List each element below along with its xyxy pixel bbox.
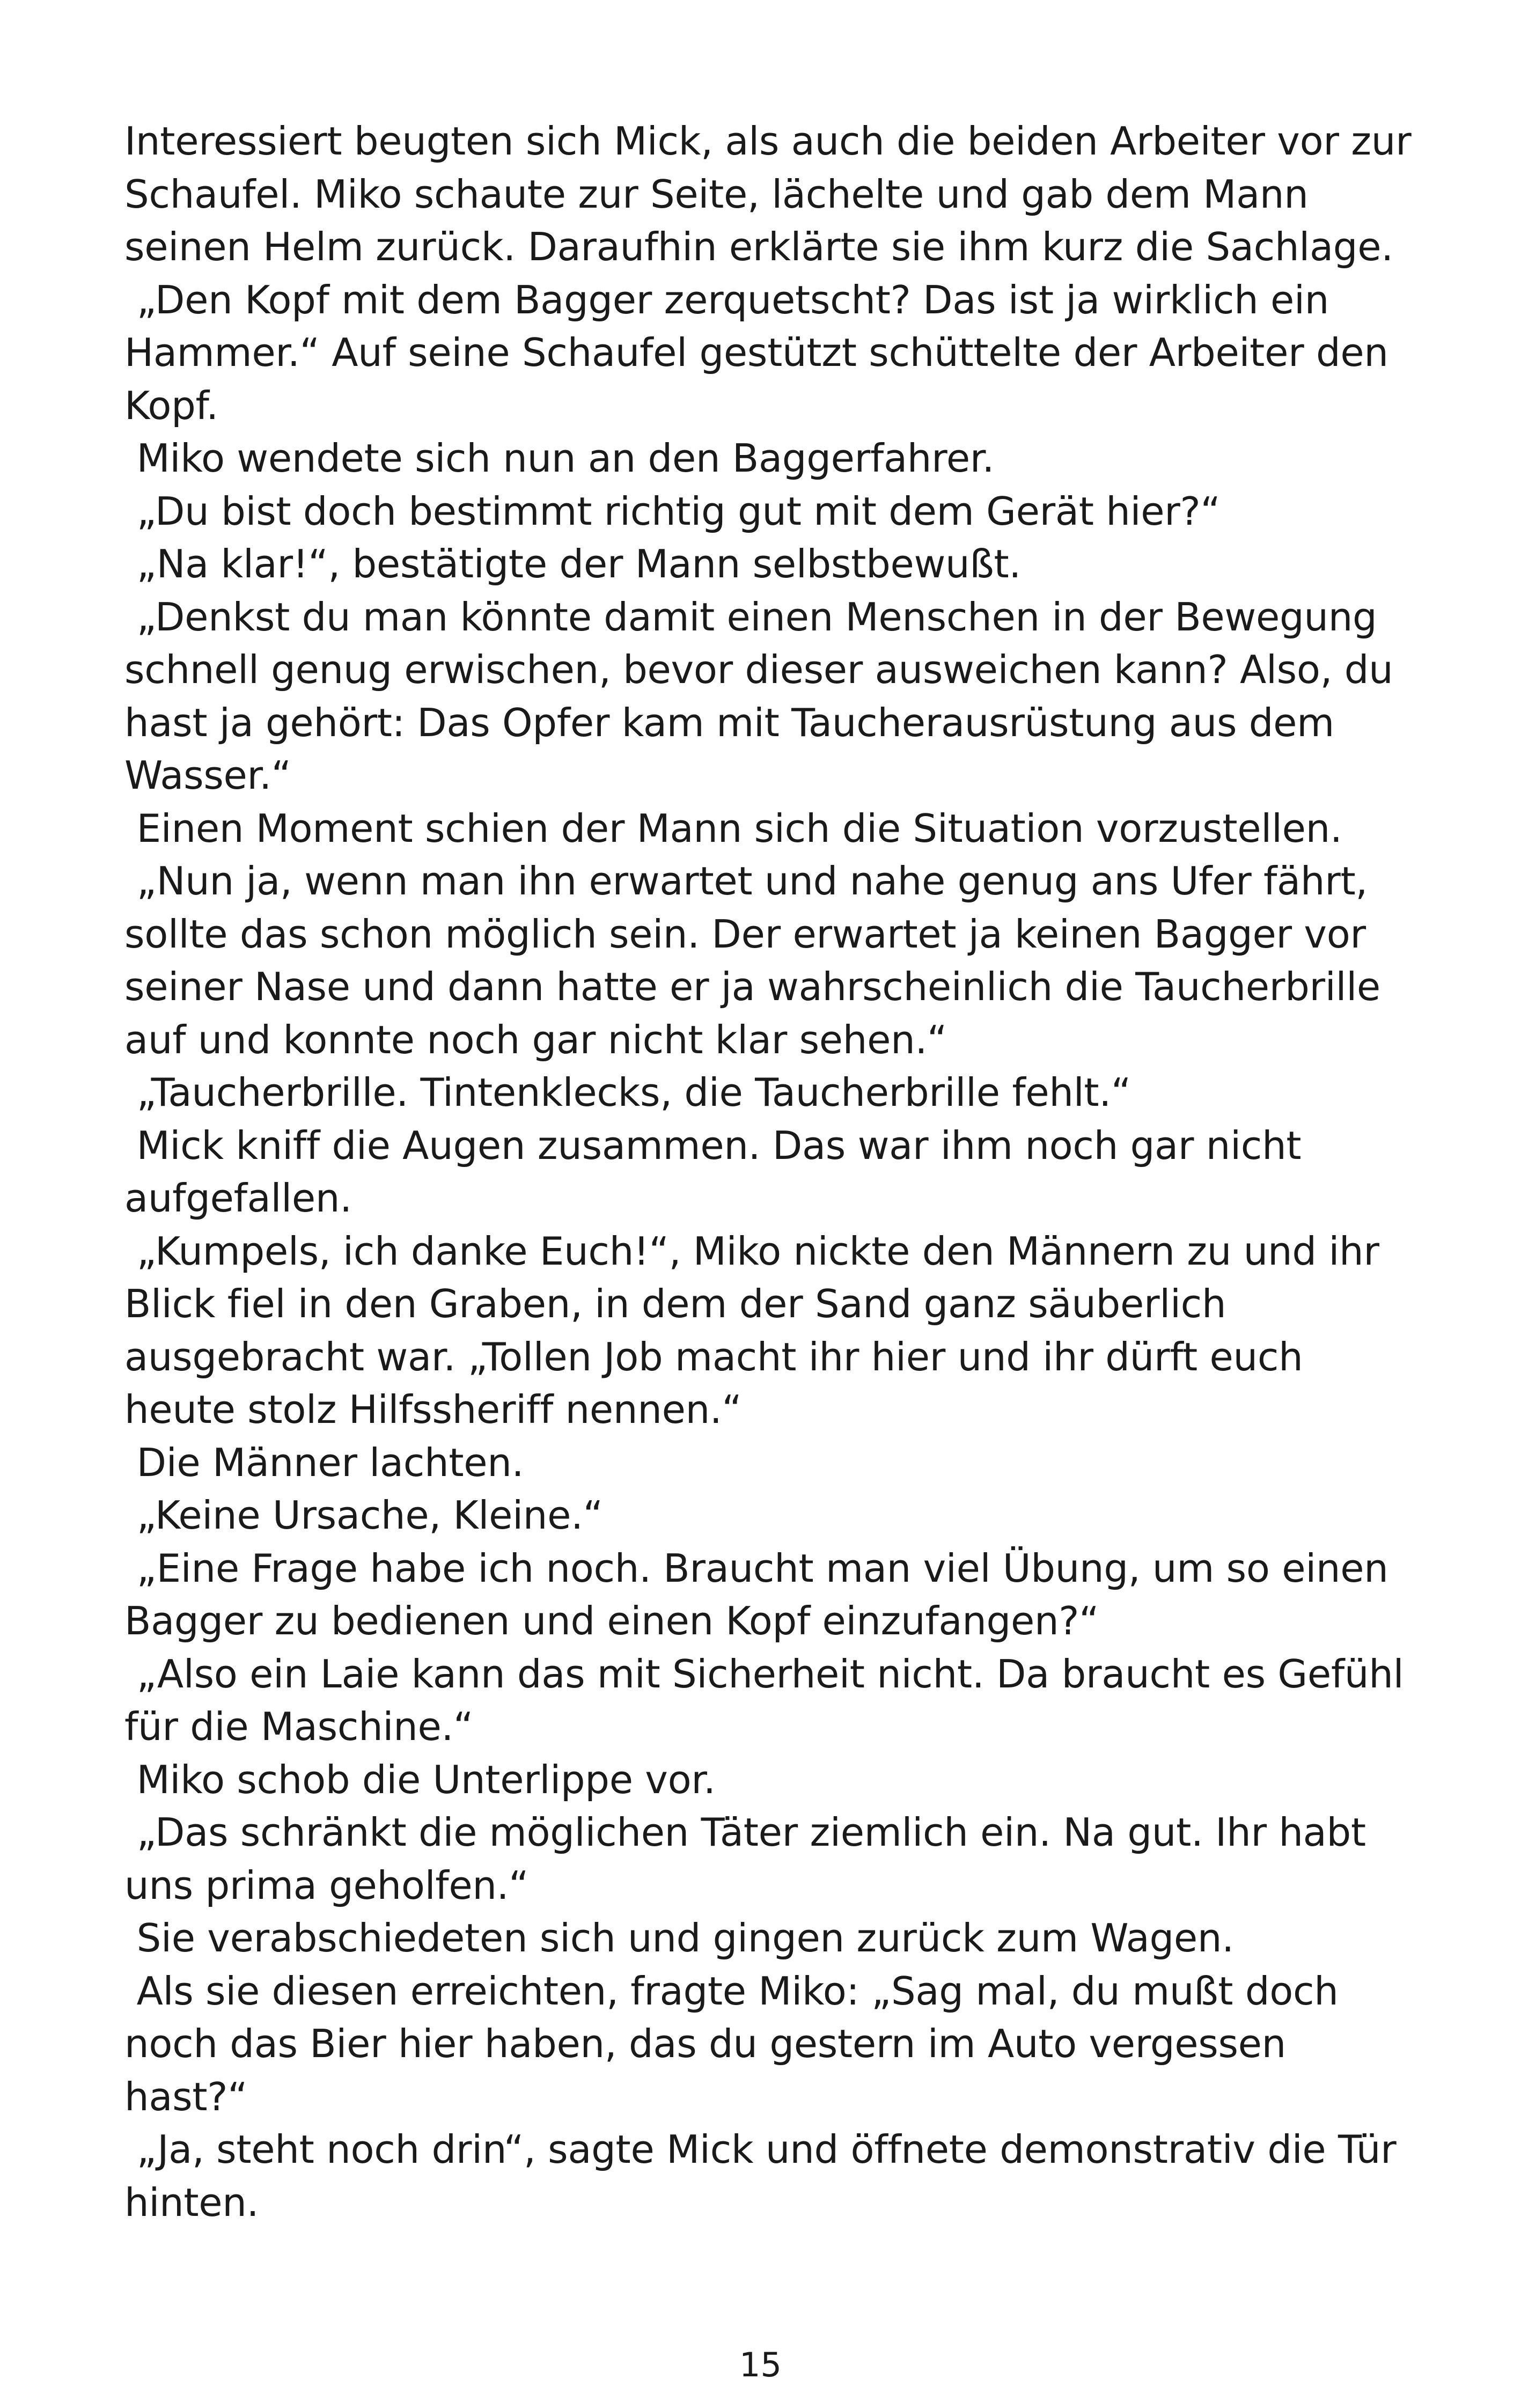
text-line: aufgefallen. bbox=[124, 1176, 352, 1221]
text-line: Mick kniff die Augen zusammen. Das war ihm noch gar nicht bbox=[124, 1122, 1302, 1168]
text-line: Wasser.“ bbox=[124, 753, 291, 798]
text-line: heute stolz Hilfssheriff nennen.“ bbox=[124, 1387, 742, 1432]
text-line: „Also ein Laie kann das mit Sicherheit nicht. Da braucht es Gefühl bbox=[124, 1651, 1404, 1697]
text-line: „Eine Frage habe ich noch. Braucht man viel Übung, um so einen bbox=[124, 1545, 1388, 1591]
text-line: Als sie diesen erreichten, fragte Miko: „Sag mal, du mußt doch bbox=[124, 1968, 1339, 2014]
text-line: „Keine Ursache, Kleine.“ bbox=[124, 1493, 603, 1538]
text-line: „Nun ja, wenn man ihn erwartet und nahe genug ans Ufer fährt, bbox=[124, 858, 1368, 904]
text-line: hast ja gehört: Das Opfer kam mit Taucherausrüstung aus dem bbox=[124, 700, 1334, 745]
text-line: „Ja, steht noch drin“, sagte Mick und öffnete demonstrativ die Tür bbox=[124, 2127, 1397, 2172]
page-number: 15 bbox=[739, 2345, 782, 2384]
text-line: Einen Moment schien der Mann sich die Situation vorzustellen. bbox=[124, 805, 1342, 851]
text-line: „Den Kopf mit dem Bagger zerquetscht? Das ist ja wirklich ein bbox=[124, 277, 1329, 322]
text-line: „Denkst du man könnte damit einen Menschen in der Bewegung bbox=[124, 594, 1377, 640]
text-line: Die Männer lachten. bbox=[124, 1440, 524, 1485]
text-line: seiner Nase und dann hatte er ja wahrscheinlich die Taucherbrille bbox=[124, 964, 1380, 1009]
text-line: Miko schob die Unterlippe vor. bbox=[124, 1757, 716, 1802]
text-line: „Kumpels, ich danke Euch!“, Miko nickte den Männern zu und ihr bbox=[124, 1228, 1379, 1274]
text-line: seinen Helm zurück. Daraufhin erklärte sie ihm kurz die Sachlage. bbox=[124, 224, 1393, 269]
text-line: für die Maschine.“ bbox=[124, 1704, 474, 1749]
text-line: Hammer.“ Auf seine Schaufel gestützt schüttelte der Arbeiter den bbox=[124, 330, 1388, 375]
text-line: schnell genug erwischen, bevor dieser ausweichen kann? Also, du bbox=[124, 647, 1393, 692]
text-line: auf und konnte noch gar nicht klar sehen.“ bbox=[124, 1017, 947, 1062]
text-line: „Taucherbrille. Tintenklecks, die Taucherbrille fehlt.“ bbox=[124, 1070, 1131, 1115]
text-line: hast?“ bbox=[124, 2074, 248, 2119]
text-line: „Das schränkt die möglichen Täter ziemlich ein. Na gut. Ihr habt bbox=[124, 1810, 1366, 1855]
text-line: uns prima geholfen.“ bbox=[124, 1862, 529, 1908]
text-line: sollte das schon möglich sein. Der erwartet ja keinen Bagger vor bbox=[124, 911, 1366, 957]
text-line: Miko wendete sich nun an den Baggerfahrer. bbox=[124, 436, 995, 481]
text-line: Kopf. bbox=[124, 383, 218, 428]
text-line: Interessiert beugten sich Mick, als auch die beiden Arbeiter vor zur bbox=[124, 119, 1412, 164]
body-text bbox=[124, 115, 1423, 2229]
text-line: „Du bist doch bestimmt richtig gut mit dem Gerät hier?“ bbox=[124, 488, 1221, 534]
text-line: noch das Bier hier haben, das du gestern im Auto vergessen bbox=[124, 2021, 1286, 2066]
text-line: hinten. bbox=[124, 2179, 259, 2225]
text-line: Blick fiel in den Graben, in dem der Sand ganz säuberlich bbox=[124, 1281, 1226, 1326]
text-line: „Na klar!“, bestätigte der Mann selbstbewußt. bbox=[124, 541, 1021, 586]
text-line: Schaufel. Miko schaute zur Seite, lächelte und gab dem Mann bbox=[124, 171, 1309, 217]
text-line: Bagger zu bedienen und einen Kopf einzufangen?“ bbox=[124, 1598, 1099, 1643]
text-line: Sie verabschiedeten sich und gingen zurück zum Wagen. bbox=[124, 1915, 1234, 1961]
text-line: ausgebracht war. „Tollen Job macht ihr hier und ihr dürft euch bbox=[124, 1334, 1303, 1379]
